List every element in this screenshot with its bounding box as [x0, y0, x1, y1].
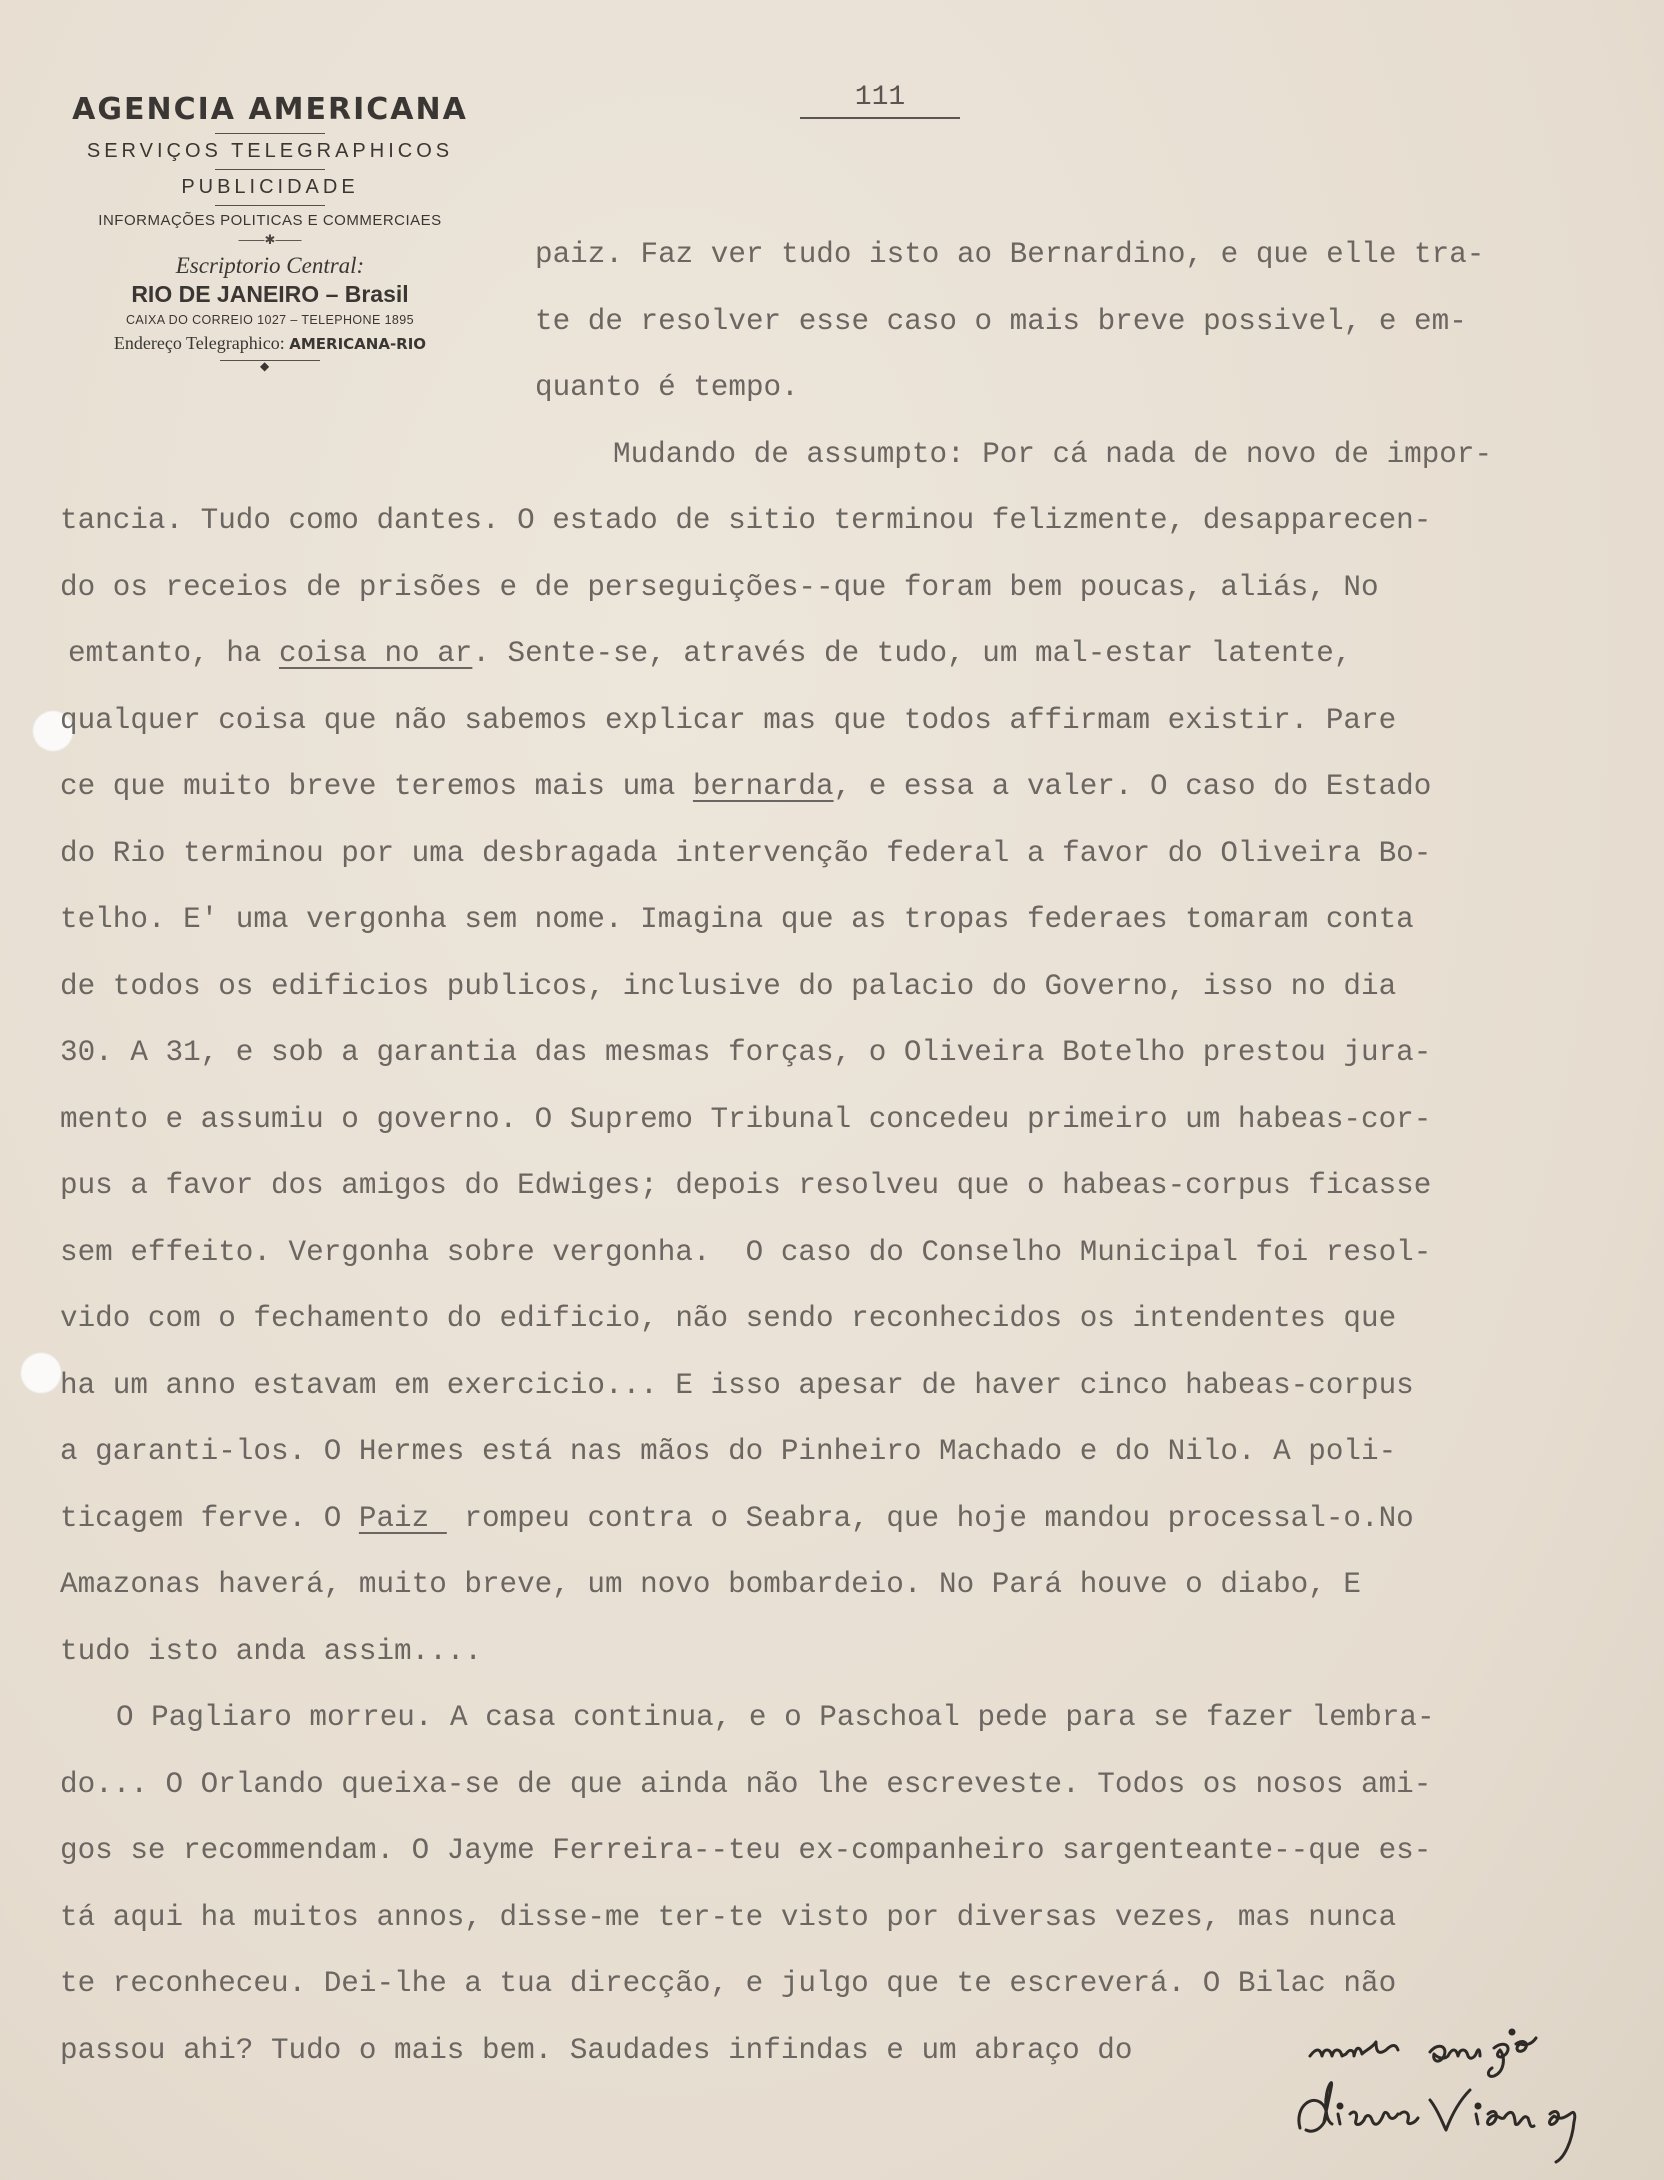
text-line: [60, 1486, 1615, 1553]
office-city: RIO DE JANEIRO – Brasil: [131, 281, 409, 307]
box-phone: CAIXA DO CORREIO 1027 – TELEPHONE 1895: [125, 313, 414, 327]
text-line: tancia. Tudo como dantes. O estado de sitio terminou felizmente, desapparecen-: [60, 504, 1432, 537]
text-fragment: ticagem ferve. O: [60, 1501, 359, 1535]
underlined-phrase: Paiz: [358, 1501, 447, 1535]
handwritten-signature: [1280, 2010, 1640, 2180]
ornament-icon: ◆: [260, 359, 270, 373]
text-line: do... O Orlando queixa-se de que ainda não lhe escreveste. Todos os nosos ami-: [60, 1767, 1432, 1801]
ornament-icon: ——✱——: [238, 232, 302, 247]
text-line: do os receios de prisões e de perseguições--que foram bem poucas, aliás, No: [60, 570, 1379, 604]
text-line: gos se recommendam. O Jayme Ferreira--teu ex-companheiro sargenteante--que es-: [60, 1834, 1432, 1867]
text-line: pus a favor dos amigos do Edwiges; depois resolveu que o habeas-corpus ficasse: [60, 1169, 1432, 1202]
agency-info: INFORMAÇÕES POLITICAS E COMMERCIAES: [98, 212, 442, 229]
text-line: tá aqui ha muitos annos, disse-me ter-te visto por diversas vezes, mas nunca: [60, 1900, 1397, 1934]
text-line: ha um anno estavam em exercicio... E isso apesar de haver cinco habeas-corpus: [60, 1368, 1414, 1402]
letterhead-divider: [215, 133, 325, 134]
agency-services: SERVIÇOS TELEGRAPHICOS: [86, 140, 454, 162]
text-line: [60, 621, 1615, 688]
punch-hole: [20, 1352, 62, 1394]
text-fragment: . Sente-se, através de tudo, um mal-estar latente,: [472, 637, 1352, 670]
text-line: Amazonas haverá, muito breve, um novo bombardeio. No Pará houve o diabo, E: [60, 1568, 1361, 1601]
underlined-phrase: bernarda: [692, 770, 834, 803]
text-line: paiz. Faz ver tudo isto ao Bernardino, e que elle tra-: [535, 238, 1485, 271]
text-line: sem effeito. Vergonha sobre vergonha. O caso do Conselho Municipal foi resol-: [60, 1235, 1432, 1269]
office-label: Escriptorio Central:: [175, 253, 365, 278]
text-fragment: ce que muito breve teremos mais uma: [60, 770, 693, 803]
page-number: 111: [800, 82, 960, 119]
text-line: Mudando de assumpto: Por cá nada de novo de impor-: [613, 437, 1493, 471]
text-line: mento e assumiu o governo. O Supremo Tribunal concedeu primeiro um habeas-cor-: [60, 1102, 1432, 1136]
letter-body: [60, 222, 1615, 2084]
text-fragment: emtanto, ha: [68, 637, 279, 670]
text-line: te de resolver esse caso o mais breve possivel, e em-: [535, 304, 1467, 338]
letterhead-divider: [215, 205, 325, 206]
telegraph-label: Endereço Telegraphico:: [113, 333, 285, 353]
text-line: passou ahi? Tudo o mais bem. Saudades infindas e um abraço do: [60, 2033, 1133, 2067]
telegraph-address: AMERICANA-RIO: [289, 335, 427, 353]
text-line: [60, 754, 1615, 821]
text-line: vido com o fechamento do edificio, não sendo reconhecidos os intendentes que: [60, 1302, 1397, 1335]
text-line: O Pagliaro morreu. A casa continua, e o Paschoal pede para se fazer lembra-: [116, 1701, 1435, 1734]
text-line: tudo isto anda assim....: [60, 1634, 482, 1668]
agency-publicity: PUBLICIDADE: [181, 176, 359, 198]
text-fragment: rompeu contra o Seabra, que hoje mandou processal-o.No: [446, 1501, 1414, 1535]
text-line: a garanti-los. O Hermes está nas mãos do Pinheiro Machado e do Nilo. A poli-: [60, 1435, 1397, 1468]
text-line: te reconheceu. Dei-lhe a tua direcção, e julgo que te escreverá. O Bilac não: [60, 1967, 1397, 2000]
text-line: 30. A 31, e sob a garantia das mesmas forças, o Oliveira Botelho prestou jura-: [60, 1036, 1432, 1069]
text-line: do Rio terminou por uma desbragada intervenção federal a favor do Oliveira Bo-: [60, 836, 1432, 870]
text-line: qualquer coisa que não sabemos explicar mas que todos affirmam existir. Pare: [60, 703, 1397, 737]
agency-name: AGENCIA AMERICANA: [72, 92, 468, 127]
underlined-phrase: coisa no ar: [278, 637, 473, 670]
text-line: quanto é tempo.: [535, 371, 799, 404]
text-line: de todos os edificios publicos, inclusive do palacio do Governo, isso no dia: [60, 969, 1397, 1003]
letterhead-divider: [215, 169, 325, 170]
text-line: telho. E' uma vergonha sem nome. Imagina que as tropas federaes tomaram conta: [60, 903, 1414, 936]
text-fragment: , e essa a valer. O caso do Estado: [833, 770, 1432, 803]
